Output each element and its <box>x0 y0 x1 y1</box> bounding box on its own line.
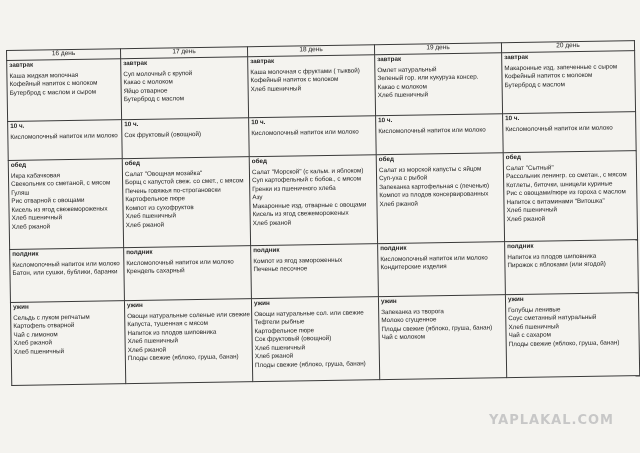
day-header: 17 день <box>120 47 247 59</box>
meal-cell <box>10 301 125 386</box>
meal-cell <box>503 151 637 242</box>
meal-label: завтрак <box>504 53 529 62</box>
dish-item: Котлеты, биточки, шницели куриные <box>506 179 613 189</box>
meal-label: ужин <box>126 301 143 310</box>
dish-item: Какао с молоком <box>123 78 173 87</box>
meal-label: 10 ч. <box>124 120 139 129</box>
meal-label: полдник <box>507 242 534 251</box>
dish-item: Суп-уха с рыбой <box>379 174 428 183</box>
meal-cell <box>376 114 504 155</box>
dish-item: Картофельное пюре <box>254 326 315 335</box>
dish-item: Запеканка из творога <box>381 307 444 316</box>
meal-cell <box>8 159 123 250</box>
dish-item: Плоды свежие (яблоко, груша, банан) <box>127 353 239 363</box>
dish-item: Салат "Сытный" <box>505 163 554 172</box>
meal-label: 10 ч. <box>378 116 393 125</box>
dish-item: Свекольник со сметаной, с мясом <box>11 179 111 188</box>
dish-item: Кофейный напиток с молоком <box>504 71 593 81</box>
dish-item: Рис с овощами/пюре из гороха с маслом <box>506 188 626 198</box>
dish-item: Макаронные изд. запеченные с сыром <box>504 62 618 72</box>
meal-cell <box>7 59 122 122</box>
meal-cell <box>502 51 636 114</box>
meal-row-breakfast <box>7 51 636 122</box>
dish-item: Кондитерские изделия <box>380 263 447 272</box>
meal-row-lunch <box>8 151 637 250</box>
dish-item: Хлеб ржаной <box>11 222 51 231</box>
dish-item: Кофейный напиток с молоком <box>250 75 339 85</box>
dish-item: Зеленый гор. или кукуруза консер. <box>377 73 479 83</box>
dish-item: Печень говяжья по-строгановски <box>125 186 221 195</box>
dish-item: Хлеб пшеничный <box>254 343 306 352</box>
dish-item: Капуста, тушенная с мясом <box>127 319 208 329</box>
meal-row-dinner <box>10 293 639 386</box>
dish-item: Компот из ягод замороженных <box>253 256 343 265</box>
dish-item: Напиток из плодов шиповника <box>507 252 597 261</box>
dish-item: Кисломолочный напиток или молоко <box>380 253 488 263</box>
dish-item: Кисель из ягод свежемороженых <box>252 209 349 219</box>
dish-item: Сок фруктовый (овощной) <box>124 130 202 139</box>
meal-label: полдник <box>126 248 153 257</box>
meal-cell <box>375 53 503 116</box>
dish-item: Пирожок с яблоками (или ягодой) <box>507 260 606 270</box>
meal-label: обед <box>251 157 268 166</box>
dish-item: Сельдь с луком репчатым <box>13 313 90 322</box>
meal-label: завтрак <box>123 59 148 68</box>
dish-item: Хлеб ржаной <box>125 221 165 229</box>
dish-item: Крендель сахарный <box>126 267 185 276</box>
dish-item: Плоды свежие (яблоко, груша, банан) <box>508 338 620 348</box>
dish-item: Гуляш <box>11 189 30 197</box>
dish-item: Салат "Овощная мозайка" <box>124 169 203 178</box>
meal-cell <box>124 246 252 301</box>
dish-item: Хлеб ржаной <box>252 219 292 227</box>
meal-label: обед <box>505 153 522 162</box>
day-header: 20 день <box>501 41 634 53</box>
meal-row-afternoon <box>10 240 639 303</box>
dish-item: Хлеб ржаной <box>127 346 167 354</box>
dish-item: Плоды свежие (яблоко, груша, банан) <box>254 359 366 369</box>
dish-item: Чай с сахаром <box>508 331 552 340</box>
dish-item: Кисломолочный напиток или молоко <box>126 257 234 267</box>
day-header: 16 день <box>7 49 121 61</box>
dish-item: Каша жидкая молочная <box>9 71 79 80</box>
watermark-logo: YAPLAKAL.COM <box>489 413 614 428</box>
dish-item: Бутерброд с маслом <box>504 80 565 89</box>
dish-item: Хлеб ржаной <box>254 352 294 361</box>
dish-item: Суп картофельный с бобов., с мясом <box>252 175 362 185</box>
meal-cell <box>251 297 379 382</box>
meal-cell <box>249 116 377 157</box>
dish-item: Картофельное пюре <box>125 195 186 204</box>
dish-item: Кисломолочный напиток или молоко <box>10 131 118 141</box>
meal-label: 10 ч. <box>505 114 520 123</box>
dish-item: Компот из сухофруктов <box>125 203 194 212</box>
meal-label: обед <box>124 159 141 168</box>
dish-item: Хлеб пшеничный <box>506 206 558 215</box>
meal-label: ужин <box>12 303 29 311</box>
dish-item: Напиток с витаминами "Витошка" <box>506 197 605 206</box>
dish-item: Молоко сгущенное <box>381 316 437 325</box>
meal-cell <box>378 295 506 380</box>
meal-cell <box>122 118 250 159</box>
meal-label: завтрак <box>9 61 34 69</box>
dish-item: Кисломолочный напиток или молоко <box>12 259 120 269</box>
dish-item: Хлеб ржаной <box>13 339 53 347</box>
dish-item: Яйцо отварное <box>123 86 168 95</box>
dish-item: Чай с лимоном <box>13 330 58 339</box>
meal-label: ужин <box>380 297 397 306</box>
dish-item: Икра кабачковая <box>10 171 61 180</box>
meal-cell <box>248 55 376 118</box>
dish-item: Борщ с капустой свеж. со смет., с мясом <box>125 177 244 187</box>
dish-item: Хлеб пшеничный <box>508 322 559 331</box>
menu-table <box>6 40 640 386</box>
dish-item: Кисломолочный напиток или молоко <box>378 125 486 135</box>
meal-label: 10 ч. <box>10 122 25 130</box>
dish-item: Бутерброд с маслом и сыром <box>9 88 97 97</box>
dish-item: Чай с молоком <box>381 333 426 342</box>
dish-item: Омлет натуральный <box>377 65 437 74</box>
meal-label: полдник <box>380 244 407 253</box>
dish-item: Хлеб ржаной <box>379 200 418 208</box>
dish-item: Кисель из ягод свежемороженых <box>11 204 108 214</box>
dish-item: Макаронные изд. отварные с овощами <box>252 200 367 210</box>
dish-item: Соус сметанный натуральный <box>508 313 597 323</box>
meal-cell <box>505 293 639 378</box>
meal-label: обед <box>10 161 27 169</box>
meal-cell <box>122 157 250 248</box>
meal-label: завтрак <box>250 57 275 66</box>
dish-item: Печенье песочное <box>253 265 308 274</box>
meal-label: ужин <box>253 299 270 308</box>
meal-cell <box>378 242 506 297</box>
dish-item: Сок фруктовый (овощной) <box>254 334 332 344</box>
dish-item: Хлеб пшеничный <box>250 84 302 93</box>
meal-cell <box>503 112 637 153</box>
dish-item: Рис отварной с овощами <box>11 196 85 205</box>
dish-item: Рассольник ленингр. со сметан., с мясом <box>505 171 627 181</box>
day-header: 19 день <box>374 43 501 55</box>
meal-cell <box>8 120 123 161</box>
dish-item: Кисломолочный напиток или молоко <box>251 127 359 137</box>
dish-item: Кофейный напиток с молоком <box>9 79 98 88</box>
dish-item: Компот из плодов консервированных <box>379 190 489 200</box>
meal-cell <box>124 299 252 384</box>
meal-cell <box>249 155 377 246</box>
meal-label: полдник <box>253 246 280 255</box>
dish-item: Гренки из пшеничного хлеба <box>252 184 336 193</box>
dish-item: Азу <box>252 193 263 202</box>
meal-cell <box>10 248 125 303</box>
day-header: 18 день <box>247 45 374 57</box>
dish-item: Голубцы ленивые <box>508 305 561 314</box>
dish-item: Овощи натуральные соленые или свежие <box>127 310 251 320</box>
meal-cell <box>121 57 249 120</box>
dish-item: Тефтели рыбные <box>254 318 305 327</box>
dish-item: Запеканка картофельная с (печенью) <box>379 181 490 191</box>
meal-label: завтрак <box>377 55 402 64</box>
meal-cell <box>376 153 504 244</box>
meal-label: ужин <box>507 295 524 304</box>
dish-item: Салат "Морской" (с кальм. и яблоком) <box>251 166 364 176</box>
dish-item: Хлеб пшеничный <box>13 347 65 356</box>
dish-item: Напиток из плодов шиповника <box>127 328 217 337</box>
dish-item: Плоды свежие (яблоко, груша, банан) <box>381 323 493 333</box>
dish-item: Бутерброд с маслом <box>123 95 185 104</box>
dish-item: Хлеб ржаной <box>506 215 546 223</box>
dish-item: Хлеб пшеничный <box>377 91 429 100</box>
meal-label: полдник <box>12 250 39 258</box>
meal-label: 10 ч. <box>251 118 266 127</box>
dish-item: Суп молочный с крупой <box>123 69 193 78</box>
dish-item: Салат из морской капусты с яйцом <box>378 165 482 174</box>
dish-item: Каша молочная с фруктами ( тыквой) <box>250 66 360 76</box>
meal-label: обед <box>378 155 395 164</box>
meal-cell <box>505 240 639 295</box>
dish-item: Какао с молоком <box>377 82 427 91</box>
menu-sheet <box>6 40 640 418</box>
dish-item: Кисломолочный напиток или молоко <box>505 123 613 133</box>
dish-item: Хлеб пшеничный <box>11 214 63 222</box>
dish-item: Картофель отварной <box>13 321 75 330</box>
dish-item: Хлеб пшеничный <box>125 212 177 221</box>
dish-item: Батон, или сушки, бублики, баранки <box>12 268 118 277</box>
dish-item: Овощи натуральные сол. или свежие <box>254 308 364 318</box>
dish-item: Хлеб пшеничный <box>127 337 179 346</box>
meal-cell <box>251 244 379 299</box>
